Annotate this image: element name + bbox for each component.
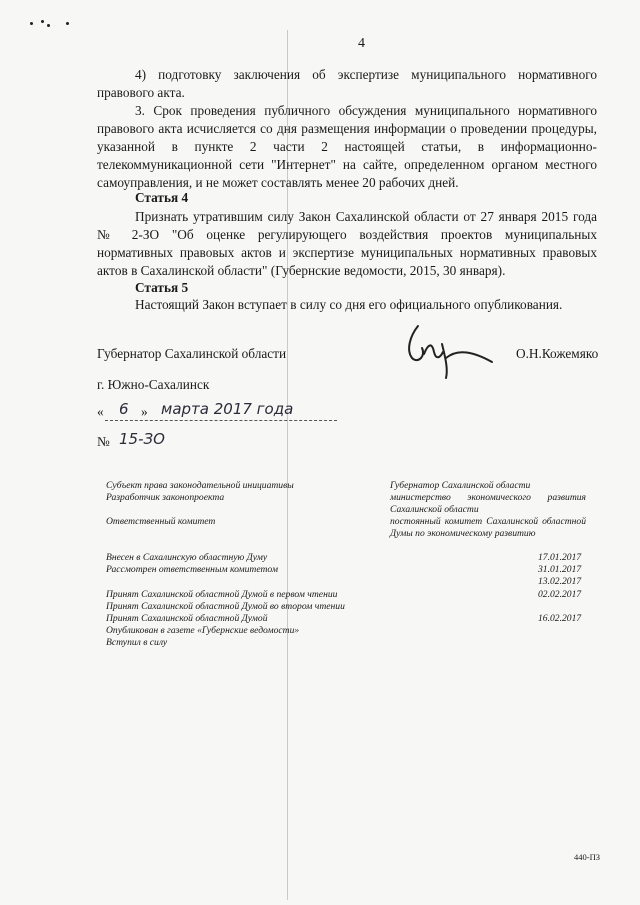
article4-title: Статья 4 — [135, 190, 189, 205]
info-right-subject: Губернатор Сахалинской области — [390, 480, 531, 491]
date-handwritten: марта 2017 года — [161, 400, 294, 418]
page-number: 4 — [358, 36, 365, 51]
item3-text: 3. Срок проведения публичного обсуждения муниципального нормативного правового акта исчисляется со дня размещения информации о проведении процедуры, указанной в пункте 2 части 2 настоящей статьи, в информационно-телекоммуникационной сети "Интернет" на сайте, определенном органом местного самоуправления, и не может составлять менее 20 рабочих дней. — [97, 103, 597, 190]
info-left-adopted: Принят Сахалинской областной Думой — [106, 613, 268, 624]
article5-text: Настоящий Закон вступает в силу со дня его официального опубликования. — [135, 297, 563, 312]
city: г. Южно-Сахалинск — [97, 377, 210, 392]
info-left-subject: Субъект права законодательной инициативы — [106, 480, 294, 491]
info-left-first-reading: Принят Сахалинской областной Думой в первом чтении — [106, 589, 338, 600]
info-left-developer: Разработчик законопроекта — [106, 492, 225, 503]
info-left-second-reading: Принят Сахалинской областной Думой во втором чтении — [106, 601, 345, 612]
date-reviewed: 31.01.2017 — [538, 564, 582, 575]
item4-text: 4) подготовку заключения об экспертизе муниципального нормативного правового акта. — [97, 67, 597, 100]
info-right-developer: министерство экономического развития Сахалинской области — [390, 492, 586, 515]
number-label: № — [97, 434, 110, 449]
date-adopted: 16.02.2017 — [538, 613, 582, 624]
date-submitted: 17.01.2017 — [538, 552, 582, 563]
governor-name: О.Н.Кожемяко — [516, 346, 599, 361]
info-left-reviewed: Рассмотрен ответственным комитетом — [106, 564, 278, 575]
info-left-in-force: Вступил в силу — [106, 637, 168, 648]
article4-text: Признать утратившим силу Закон Сахалинской области от 27 января 2015 года № 2-ЗО "Об оценке регулирующего воздействия проектов муниципальных нормативных правовых актов и экспертизе муниципальных нормативных правовых актов в Сахалинской области" (Губернские ведомости, 2015, 30 января). — [97, 209, 597, 278]
date-close-quote: » — [141, 404, 148, 419]
date-day: 6 — [119, 400, 129, 418]
governor-position: Губернатор Сахалинской области — [97, 346, 287, 361]
date-open-quote: « — [97, 404, 104, 419]
info-left-published: Опубликован в газете «Губернские ведомости» — [106, 625, 300, 636]
info-right-committee: постоянный комитет Сахалинской областной Думы по экономическому развитию — [390, 516, 586, 539]
article5-title: Статья 5 — [135, 280, 189, 295]
number-handwritten: 15-ЗО — [119, 430, 165, 448]
info-left-committee: Ответственный комитет — [106, 516, 216, 527]
date-first-reading: 02.02.2017 — [538, 589, 582, 600]
info-left-submitted: Внесен в Сахалинскую областную Думу — [106, 552, 268, 563]
date-reviewed-2: 13.02.2017 — [538, 576, 582, 587]
footer-code: 440-ПЗ — [574, 852, 600, 862]
